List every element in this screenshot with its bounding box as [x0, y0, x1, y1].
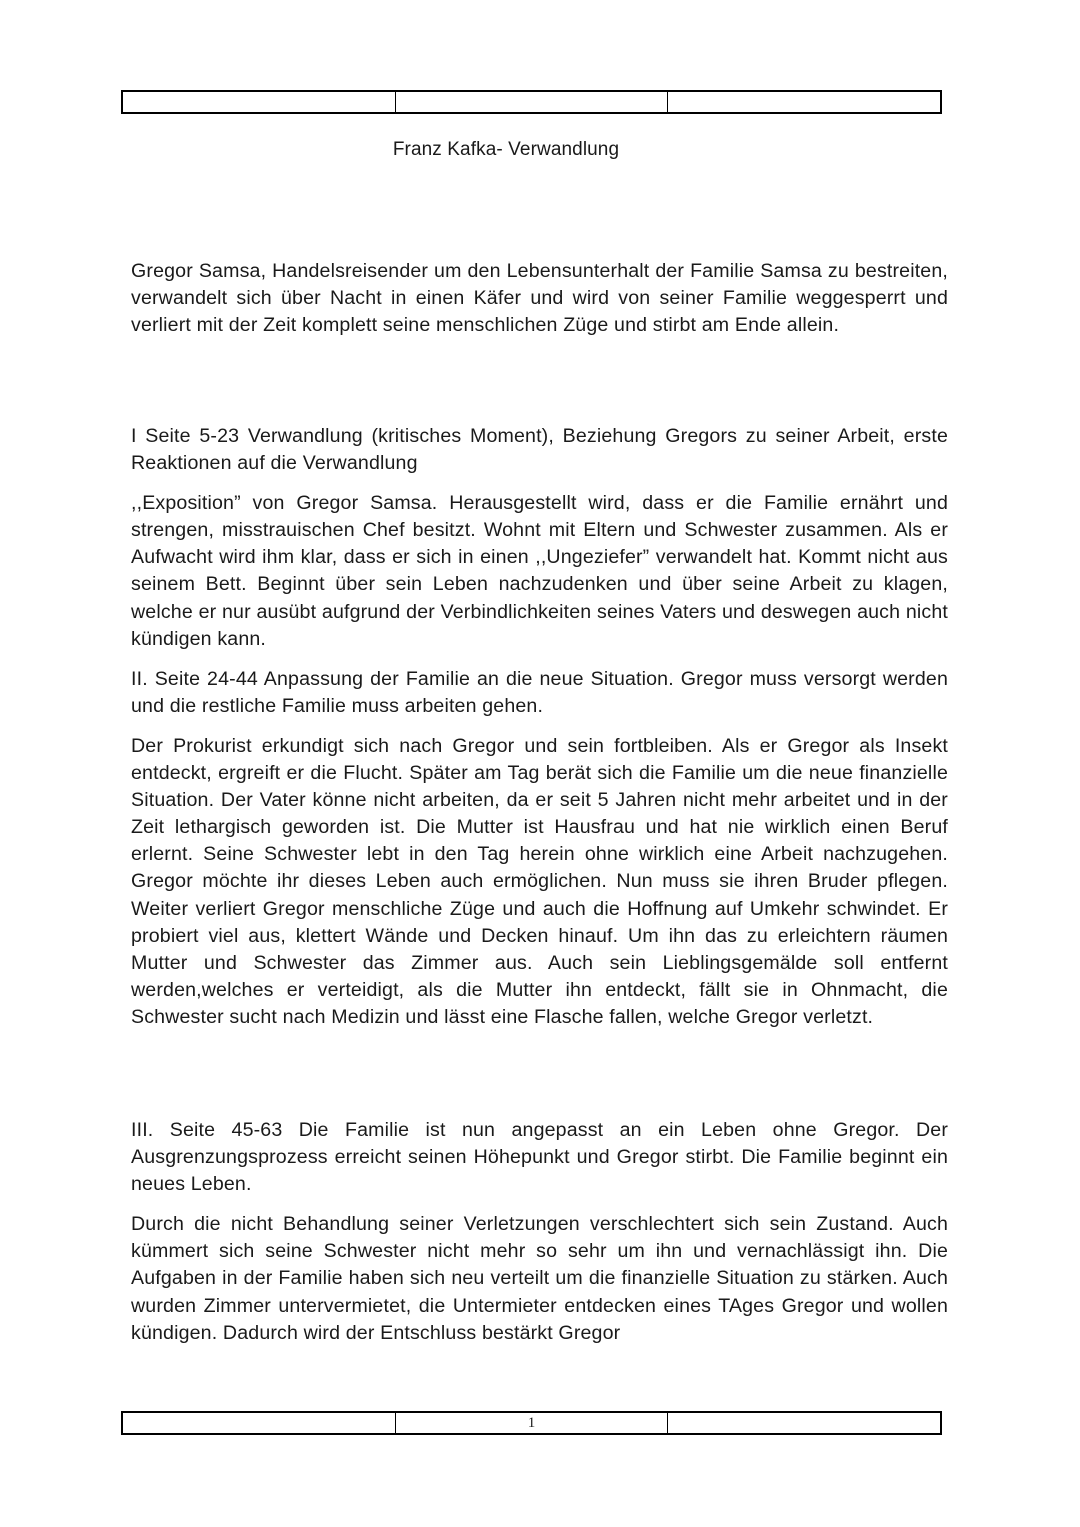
- section-3-heading: III. Seite 45-63 Die Familie ist nun angepasst an ein Leben ohne Gregor. Der Ausgrenzungsprozess erreicht seinen Höhepunkt und Gregor stirbt. Die Familie beginnt ein neues Leben.: [131, 1119, 948, 1196]
- header-cell-center: [396, 92, 669, 112]
- footer-table: [121, 1411, 942, 1435]
- header-cell-right: [668, 92, 940, 112]
- footer-cell-left: [123, 1413, 396, 1433]
- section-1-paragraph: ,,Exposition” von Gregor Samsa. Herausgestellt wird, dass er die Familie ernährt und strengen, misstrauischen Chef besitzt. Wohnt mit Eltern und Schwester zusammen. Als er Aufwacht wird ihm klar, dass er sich in einen ,,Ungeziefer” verwandelt hat. Kommt nicht aus seinem Bett. Beginnt über sein Leben nachzudenken und über seine Arbeit zu klagen, welche er nur ausübt aufgrund der Verbindlichkeiten seines Vaters und deswegen auch nicht kündigen kann.: [131, 492, 948, 650]
- header-cell-left: [123, 92, 396, 112]
- page-number: 1: [396, 1413, 669, 1433]
- summary-block: [131, 258, 948, 339]
- footer-cell-right: [668, 1413, 940, 1433]
- section-1-heading: I Seite 5-23 Verwandlung (kritisches Moment), Beziehung Gregors zu seiner Arbeit, erste Reaktionen auf die Verwandlung: [131, 425, 948, 475]
- section-2-heading: II. Seite 24-44 Anpassung der Familie an die neue Situation. Gregor muss versorgt werden und die restliche Familie muss arbeiten gehen.: [131, 667, 948, 717]
- section-2-paragraph: Der Prokurist erkundigt sich nach Gregor und sein fortbleiben. Als er Gregor als Insekt entdeckt, ergreift er die Flucht. Später am Tag berät sich die Familie um die neue finanzielle Situation. Der Vater könne nicht arbeiten, da er seit 5 Jahren nicht mehr arbeitet und in der Zeit lethargisch geworden ist. Die Mutter ist Hausfrau und hat nie wirklich einen Beruf erlernt. Seine Schwester lebt in den Tag herein ohne wirklich eine Arbeit nachzugehen. Gregor möchte ihr dieses Leben auch ermöglichen. Nun muss sie ihren Bruder pflegen. Weiter verliert Gregor menschliche Züge und auch die Hoffnung auf Umkehr schwindet. Er probiert viel aus, klettert Wände und Decken hinauf. Um ihn das zu erleichtern räumen Mutter und Schwester das Zimmer aus. Auch sein Lieblingsgemälde soll entfernt werden,welches er verteidigt, als die Mutter ihn entdeckt, fällt sie in Ohnmacht, die Schwester sucht nach Medizin und lässt eine Flasche fallen, welche Gregor verletzt.: [131, 734, 948, 1028]
- header-table: [121, 90, 942, 114]
- section-3-paragraph: Durch die nicht Behandlung seiner Verletzungen verschlechtert sich sein Zustand. Auch kümmert sich seine Schwester nicht mehr so sehr um ihn und vernachlässigt ihn. Die Aufgaben in der Familie haben sich neu verteilt um die finanzielle Situation zu stärken. Auch wurden Zimmer untervermietet, die Untermieter entdecken eines TAges Gregor und wollen kündigen. Dadurch wird der Entschluss bestärkt Gregor: [131, 1213, 948, 1344]
- document-title: Franz Kafka- Verwandlung: [392, 139, 620, 160]
- section-1-block: [131, 423, 948, 1031]
- section-3-block: [131, 1117, 948, 1347]
- summary-paragraph: Gregor Samsa, Handelsreisender um den Lebensunterhalt der Familie Samsa zu bestreiten, verwandelt sich über Nacht in einen Käfer und wird von seiner Familie weggesperrt und verliert mit der Zeit komplett seine menschlichen Züge und stirbt am Ende allein.: [131, 260, 948, 337]
